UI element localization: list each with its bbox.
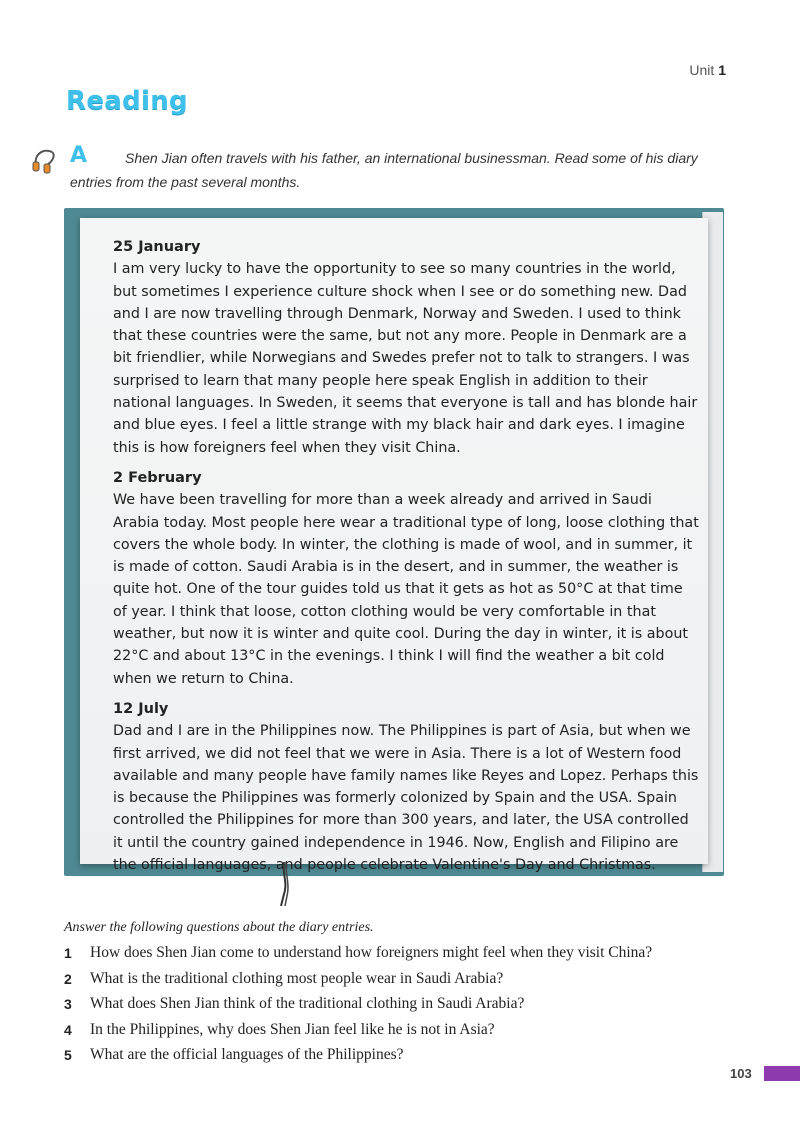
unit-number: 1 bbox=[718, 62, 726, 78]
question-item bbox=[64, 1021, 764, 1047]
question-number: 3 bbox=[64, 996, 72, 1012]
page-number: 103 bbox=[730, 1066, 752, 1081]
question-number: 4 bbox=[64, 1021, 72, 1038]
page-number-bar bbox=[764, 1066, 800, 1081]
diary-entry bbox=[113, 467, 699, 690]
question-text: How does Shen Jian come to understand how foreigners might feel when they visit China? bbox=[90, 944, 653, 961]
headphones-icon bbox=[30, 146, 60, 176]
questions-instruction: Answer the following questions about the diary entries. bbox=[64, 920, 374, 935]
question-item bbox=[64, 944, 764, 970]
question-item bbox=[64, 1046, 764, 1072]
question-text: What are the official languages of the Philippines? bbox=[90, 1046, 404, 1063]
question-item bbox=[64, 970, 764, 996]
diary-entry bbox=[113, 236, 699, 459]
unit-label bbox=[689, 62, 726, 78]
intro-text: Shen Jian often travels with his father, an international businessman. Read some of his diary entries from the past several months. bbox=[70, 150, 698, 190]
question-number: 5 bbox=[64, 1047, 72, 1063]
entry-date: 12 July bbox=[113, 700, 169, 717]
entry-text: I am very lucky to have the opportunity to see so many countries in the world, but sometimes I experience culture shock when I see or do something new. Dad and I are now travelling through Denmark, Norway and Sweden. I used to think that these countries were the same, but not any more. People in Denmark are a bit friendlier, while Norwegians and Swedes prefer not to talk to strangers. I was surprised to learn that many people here speak English in addition to their national languages. In Sweden, it seems that everyone is tall and has blonde hair and blue eyes. I feel a little strange with my black hair and dark eyes. I imagine this is how foreigners feel when they visit China. bbox=[113, 261, 698, 456]
entry-text: We have been travelling for more than a week already and arrived in Saudi Arabia today. Most people here wear a traditional type of long, loose clothing that covers the whole body. In winter, the clothing is made of wool, and in summer, it is made of cotton. Saudi Arabia is in the desert, and in summer, the weather is quite hot. One of the tour guides told us that it gets as hot as 50°C at that time of year. I think that loose, cotton clothing would be very comfortable in that weather, but now it is winter and quite cool. During the day in winter, it is about 22°C and about 13°C in the evenings. I think I will find the weather a bit cold when we return to China. bbox=[113, 492, 699, 687]
question-number: 1 bbox=[64, 945, 72, 961]
section-title: Reading bbox=[66, 86, 188, 116]
question-text: In the Philippines, why does Shen Jian feel like he is not in Asia? bbox=[90, 1020, 495, 1038]
question-number: 2 bbox=[64, 970, 72, 987]
section-badge: A bbox=[70, 143, 88, 168]
question-item bbox=[64, 995, 764, 1021]
diary-entry bbox=[113, 698, 699, 876]
diary-entries bbox=[113, 236, 699, 884]
entry-date: 2 February bbox=[113, 469, 202, 486]
question-text: What is the traditional clothing most people wear in Saudi Arabia? bbox=[90, 969, 504, 987]
entry-text: Dad and I are in the Philippines now. The Philippines is part of Asia, but when we first arrived, we did not feel that we were in Asia. There is a lot of Western food available and many people have family names like Reyes and Lopez. Perhaps this is because the Philippines was formerly colonized by Spain and the USA. Spain controlled the Philippines for more than 300 years, and later, the USA controlled it until the country gained independence in 1946. Now, English and Filipino are the official languages, and people celebrate Valentine's Day and Christmas. bbox=[113, 723, 699, 874]
question-text: What does Shen Jian think of the traditional clothing in Saudi Arabia? bbox=[90, 995, 525, 1012]
unit-prefix: Unit bbox=[689, 62, 715, 78]
entry-date: 25 January bbox=[113, 239, 201, 255]
questions-list bbox=[64, 944, 764, 1072]
bookmark-ribbon bbox=[278, 862, 292, 906]
